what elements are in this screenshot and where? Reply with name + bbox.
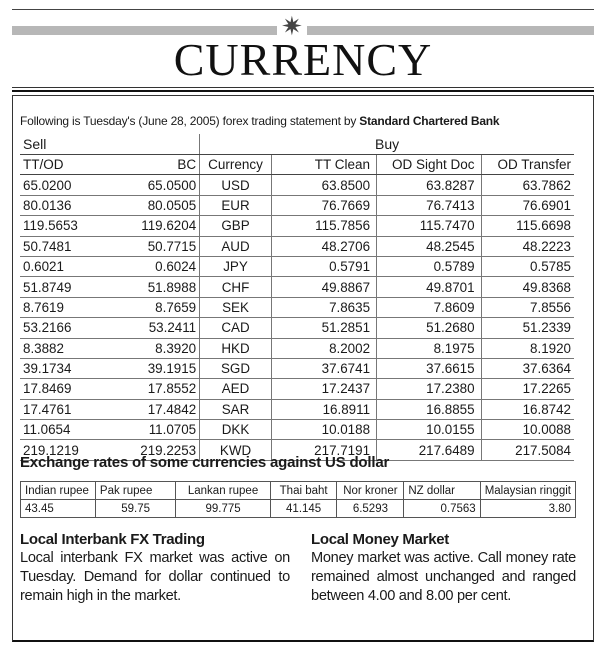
buy-od-sight-doc-cell: 217.6489	[377, 440, 482, 460]
money-market-body: Money market was active. Call money rate remained almost unchanged and ranged between 4.00 and 8.00 per cent.	[311, 550, 576, 604]
buy-tt-clean-cell: 49.8867	[271, 277, 376, 297]
usd-header-cell: Lankan rupee	[176, 482, 271, 500]
buy-tt-clean-cell: 0.5791	[271, 256, 376, 276]
usd-rates-table	[20, 481, 576, 518]
buy-group-label: Buy	[200, 134, 574, 155]
local-fx-heading: Local Interbank FX Trading	[20, 531, 205, 548]
table-row	[20, 399, 574, 419]
buy-od-sight-doc-cell: 49.8701	[377, 277, 482, 297]
buy-tt-clean-cell: 76.7669	[271, 195, 376, 215]
currency-code-cell: USD	[200, 175, 272, 195]
sell-tt-od-cell: 119.5653	[20, 216, 107, 236]
currency-code-cell: AUD	[200, 236, 272, 256]
buy-od-sight-doc-cell: 10.0155	[377, 420, 482, 440]
buy-od-sight-doc-cell: 51.2680	[377, 318, 482, 338]
table-row	[20, 318, 574, 338]
buy-od-sight-doc-cell: 16.8855	[377, 399, 482, 419]
money-market-heading: Local Money Market	[311, 531, 449, 548]
sell-tt-od-cell: 17.8469	[20, 379, 107, 399]
sell-tt-od-cell: 39.1734	[20, 358, 107, 378]
currency-code-cell: AED	[200, 379, 272, 399]
currency-code-cell: CHF	[200, 277, 272, 297]
usd-rates-header-row	[21, 482, 576, 500]
buy-od-sight-doc-cell: 115.7470	[377, 216, 482, 236]
table-row	[20, 195, 574, 215]
buy-od-sight-doc-cell: 37.6615	[377, 358, 482, 378]
buy-od-sight-doc-cell: 7.8609	[377, 297, 482, 317]
currency-code-cell: JPY	[200, 256, 272, 276]
sell-tt-od-cell: 65.0200	[20, 175, 107, 195]
buy-od-transfer-cell: 17.2265	[481, 379, 574, 399]
sell-bc-cell: 53.2411	[107, 318, 200, 338]
local-fx-body: Local interbank FX market was active on Tuesday. Demand for dollar continued to remain high in the market.	[20, 550, 290, 604]
sell-bc-cell: 0.6024	[107, 256, 200, 276]
usd-header-cell: Thai baht	[270, 482, 337, 500]
col-bc: BC	[107, 155, 200, 175]
currency-code-cell: KWD	[200, 440, 272, 460]
buy-od-transfer-cell: 49.8368	[481, 277, 574, 297]
sell-bc-cell: 8.3920	[107, 338, 200, 358]
buy-od-transfer-cell: 217.5084	[481, 440, 574, 460]
bank-name: Standard Chartered Bank	[359, 114, 500, 128]
sell-tt-od-cell: 53.2166	[20, 318, 107, 338]
page-title: CURRENCY	[173, 34, 433, 85]
buy-tt-clean-cell: 10.0188	[271, 420, 376, 440]
currency-code-cell: CAD	[200, 318, 272, 338]
table-row	[20, 277, 574, 297]
local-fx-section	[20, 530, 290, 606]
currency-code-cell: DKK	[200, 420, 272, 440]
table-row	[20, 420, 574, 440]
usd-value-cell: 3.80	[480, 500, 575, 518]
table-row	[20, 358, 574, 378]
buy-od-transfer-cell: 10.0088	[481, 420, 574, 440]
buy-od-transfer-cell: 7.8556	[481, 297, 574, 317]
usd-value-cell: 43.45	[21, 500, 96, 518]
sell-tt-od-cell: 0.6021	[20, 256, 107, 276]
buy-tt-clean-cell: 7.8635	[271, 297, 376, 317]
usd-value-cell: 0.7563	[404, 500, 480, 518]
usd-rates-title: Exchange rates of some currencies against US dollar	[20, 454, 390, 471]
buy-od-sight-doc-cell: 48.2545	[377, 236, 482, 256]
group-header-row	[20, 134, 574, 155]
col-tt-clean: TT Clean	[271, 155, 376, 175]
currency-code-cell: SAR	[200, 399, 272, 419]
sell-tt-od-cell: 8.7619	[20, 297, 107, 317]
intro-text: Following is Tuesday's (June 28, 2005) forex trading statement by	[20, 114, 357, 128]
sell-bc-cell: 51.8988	[107, 277, 200, 297]
usd-rates-value-row	[21, 500, 576, 518]
sell-bc-cell: 11.0705	[107, 420, 200, 440]
column-header-row	[20, 155, 574, 175]
usd-header-cell: NZ dollar	[404, 482, 480, 500]
buy-od-transfer-cell: 48.2223	[481, 236, 574, 256]
col-tt-od: TT/OD	[20, 155, 107, 175]
buy-od-transfer-cell: 115.6698	[481, 216, 574, 236]
buy-od-transfer-cell: 51.2339	[481, 318, 574, 338]
buy-od-sight-doc-cell: 76.7413	[377, 195, 482, 215]
buy-od-transfer-cell: 37.6364	[481, 358, 574, 378]
sell-tt-od-cell: 50.7481	[20, 236, 107, 256]
sell-tt-od-cell: 11.0654	[20, 420, 107, 440]
sell-bc-cell: 80.0505	[107, 195, 200, 215]
sell-bc-cell: 39.1915	[107, 358, 200, 378]
col-currency: Currency	[200, 155, 272, 175]
currency-code-cell: SGD	[200, 358, 272, 378]
buy-od-transfer-cell: 0.5785	[481, 256, 574, 276]
sell-bc-cell: 219.2253	[107, 440, 200, 460]
table-row	[20, 256, 574, 276]
buy-tt-clean-cell: 37.6741	[271, 358, 376, 378]
sell-bc-cell: 119.6204	[107, 216, 200, 236]
buy-tt-clean-cell: 17.2437	[271, 379, 376, 399]
table-row	[20, 297, 574, 317]
sell-tt-od-cell: 80.0136	[20, 195, 107, 215]
usd-header-cell: Malaysian ringgit	[480, 482, 575, 500]
buy-od-sight-doc-cell: 63.8287	[377, 175, 482, 195]
buy-od-transfer-cell: 63.7862	[481, 175, 574, 195]
sell-group-label: Sell	[20, 134, 200, 155]
money-market-section	[311, 530, 576, 606]
col-od-transfer: OD Transfer	[481, 155, 574, 175]
table-row	[20, 338, 574, 358]
usd-value-cell: 99.775	[176, 500, 271, 518]
sell-bc-cell: 8.7659	[107, 297, 200, 317]
buy-od-sight-doc-cell: 17.2380	[377, 379, 482, 399]
sell-tt-od-cell: 8.3882	[20, 338, 107, 358]
top-rule	[12, 9, 594, 10]
buy-tt-clean-cell: 115.7856	[271, 216, 376, 236]
col-od-sight-doc: OD Sight Doc	[377, 155, 482, 175]
usd-header-cell: Indian rupee	[21, 482, 96, 500]
buy-od-transfer-cell: 16.8742	[481, 399, 574, 419]
usd-value-cell: 41.145	[270, 500, 337, 518]
usd-value-cell: 59.75	[95, 500, 175, 518]
sell-bc-cell: 65.0500	[107, 175, 200, 195]
buy-tt-clean-cell: 48.2706	[271, 236, 376, 256]
sell-bc-cell: 17.8552	[107, 379, 200, 399]
buy-od-transfer-cell: 76.6901	[481, 195, 574, 215]
sell-bc-cell: 50.7715	[107, 236, 200, 256]
buy-od-sight-doc-cell: 0.5789	[377, 256, 482, 276]
intro-line	[20, 113, 499, 129]
currency-code-cell: HKD	[200, 338, 272, 358]
sell-tt-od-cell: 17.4761	[20, 399, 107, 419]
buy-tt-clean-cell: 217.7191	[271, 440, 376, 460]
buy-tt-clean-cell: 16.8911	[271, 399, 376, 419]
usd-value-cell: 6.5293	[337, 500, 404, 518]
table-row	[20, 379, 574, 399]
table-row	[20, 216, 574, 236]
buy-tt-clean-cell: 51.2851	[271, 318, 376, 338]
star-ornament-icon: ✷	[277, 13, 307, 39]
sell-bc-cell: 17.4842	[107, 399, 200, 419]
title-rule	[12, 87, 594, 92]
forex-table	[20, 134, 574, 461]
usd-header-cell: Nor kroner	[337, 482, 404, 500]
buy-od-transfer-cell: 8.1920	[481, 338, 574, 358]
buy-tt-clean-cell: 63.8500	[271, 175, 376, 195]
sell-tt-od-cell: 51.8749	[20, 277, 107, 297]
currency-code-cell: SEK	[200, 297, 272, 317]
table-row	[20, 236, 574, 256]
usd-header-cell: Pak rupee	[95, 482, 175, 500]
currency-code-cell: GBP	[200, 216, 272, 236]
sell-tt-od-cell: 219.1219	[20, 440, 107, 460]
buy-tt-clean-cell: 8.2002	[271, 338, 376, 358]
buy-od-sight-doc-cell: 8.1975	[377, 338, 482, 358]
currency-code-cell: EUR	[200, 195, 272, 215]
table-row	[20, 175, 574, 195]
